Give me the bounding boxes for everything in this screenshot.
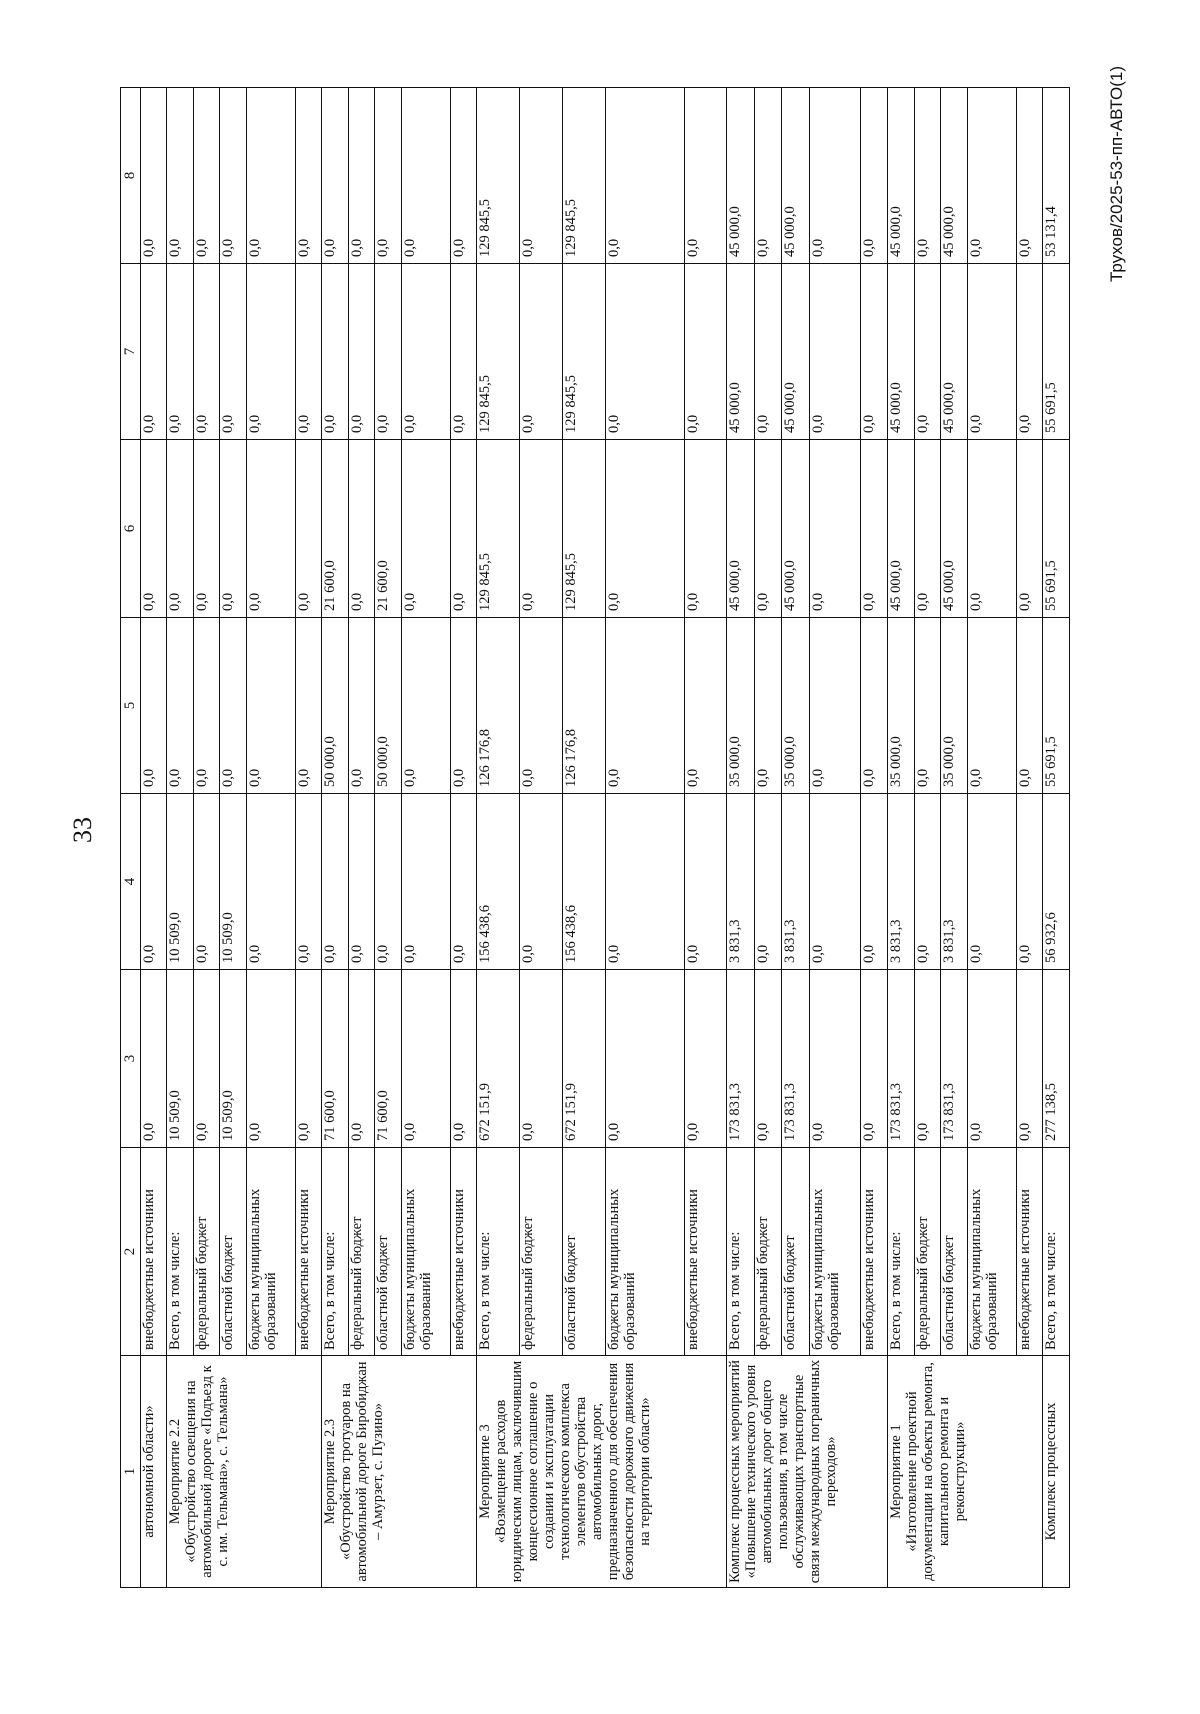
amount-cell: 71 600,0 <box>375 970 402 1148</box>
amount-cell: 45 000,0 <box>941 88 968 264</box>
amount-cell: 45 000,0 <box>888 264 915 440</box>
amount-cell: 0,0 <box>322 88 349 264</box>
amount-cell: 0,0 <box>684 88 727 264</box>
amount-cell: 126 176,8 <box>562 618 605 794</box>
amount-cell: 0,0 <box>809 264 860 440</box>
amount-cell: 0,0 <box>295 440 322 618</box>
funding-source-cell: внебюджетные источники <box>140 1148 167 1356</box>
amount-cell: 0,0 <box>193 618 220 794</box>
amount-cell: 50 000,0 <box>322 618 349 794</box>
amount-cell: 0,0 <box>684 264 727 440</box>
funding-source-cell: Всего, в том числе: <box>477 1148 520 1356</box>
amount-cell: 0,0 <box>754 794 782 970</box>
amount-cell: 0,0 <box>295 794 322 970</box>
amount-cell: 0,0 <box>450 618 477 794</box>
amount-cell: 0,0 <box>914 88 941 264</box>
amount-cell: 0,0 <box>967 618 1016 794</box>
funding-source-cell: федеральный бюджет <box>520 1148 563 1356</box>
amount-cell: 0,0 <box>605 264 684 440</box>
table-row <box>888 88 915 1588</box>
amount-cell: 0,0 <box>605 88 684 264</box>
amount-cell: 277 138,5 <box>1043 970 1070 1148</box>
document-code: Трухов/2025-53-пп-АВТО(1) <box>1107 66 1126 282</box>
amount-cell: 0,0 <box>401 440 450 618</box>
funding-source-cell: внебюджетные источники <box>684 1148 727 1356</box>
amount-cell: 672 151,9 <box>477 970 520 1148</box>
amount-cell: 0,0 <box>684 618 727 794</box>
amount-cell: 0,0 <box>914 618 941 794</box>
amount-cell: 173 831,3 <box>941 970 968 1148</box>
amount-cell: 0,0 <box>520 88 563 264</box>
amount-cell: 0,0 <box>348 88 375 264</box>
amount-cell: 45 000,0 <box>727 88 755 264</box>
event-name-cell: автономной области» <box>140 1356 167 1588</box>
amount-cell: 0,0 <box>348 440 375 618</box>
amount-cell: 129 845,5 <box>562 440 605 618</box>
amount-cell: 0,0 <box>246 794 295 970</box>
amount-cell: 0,0 <box>450 440 477 618</box>
amount-cell: 3 831,3 <box>941 794 968 970</box>
amount-cell: 672 151,9 <box>562 970 605 1148</box>
amount-cell: 45 000,0 <box>941 264 968 440</box>
amount-cell: 0,0 <box>684 970 727 1148</box>
amount-cell: 56 932,6 <box>1043 794 1070 970</box>
amount-cell: 0,0 <box>348 264 375 440</box>
amount-cell: 0,0 <box>1016 618 1043 794</box>
amount-cell: 0,0 <box>809 618 860 794</box>
amount-cell: 0,0 <box>246 440 295 618</box>
amount-cell: 0,0 <box>140 88 167 264</box>
amount-cell: 0,0 <box>220 264 247 440</box>
amount-cell: 0,0 <box>967 88 1016 264</box>
amount-cell: 126 176,8 <box>477 618 520 794</box>
amount-cell: 21 600,0 <box>322 440 349 618</box>
amount-cell: 0,0 <box>375 88 402 264</box>
amount-cell: 0,0 <box>295 264 322 440</box>
event-name-cell: Мероприятие 2.3 «Обустройство тротуаров на автомобильной дороге Биробиджан – Амурзет, с. Пузино» <box>322 1356 477 1588</box>
table-row <box>140 88 167 1588</box>
amount-cell: 129 845,5 <box>562 264 605 440</box>
amount-cell: 0,0 <box>809 970 860 1148</box>
amount-cell: 0,0 <box>754 264 782 440</box>
amount-cell: 173 831,3 <box>888 970 915 1148</box>
amount-cell: 45 000,0 <box>727 264 755 440</box>
amount-cell: 35 000,0 <box>727 618 755 794</box>
funding-source-cell: областной бюджет <box>220 1148 247 1356</box>
funding-source-cell: Всего, в том числе: <box>727 1148 755 1356</box>
amount-cell: 0,0 <box>348 618 375 794</box>
amount-cell: 50 000,0 <box>375 618 402 794</box>
funding-source-cell: Всего, в том числе: <box>167 1148 194 1356</box>
funding-source-cell: областной бюджет <box>941 1148 968 1356</box>
event-name-cell: Комплекс процессных мероприятий «Повышение технического уровня автомобильных дорог общего пользования, в том числе обслуживающих транспортные связи международных пограничных переходов» <box>727 1356 888 1588</box>
header-cell: 2 <box>121 1148 141 1356</box>
amount-cell: 0,0 <box>1016 794 1043 970</box>
amount-cell: 0,0 <box>193 264 220 440</box>
amount-cell: 3 831,3 <box>727 794 755 970</box>
amount-cell: 0,0 <box>295 88 322 264</box>
amount-cell: 0,0 <box>754 970 782 1148</box>
amount-cell: 3 831,3 <box>782 794 810 970</box>
amount-cell: 0,0 <box>295 970 322 1148</box>
amount-cell: 0,0 <box>348 794 375 970</box>
amount-cell: 0,0 <box>754 618 782 794</box>
amount-cell: 0,0 <box>401 88 450 264</box>
header-row <box>121 88 141 1588</box>
table-row <box>1043 88 1070 1588</box>
amount-cell: 55 691,5 <box>1043 440 1070 618</box>
amount-cell: 0,0 <box>684 440 727 618</box>
amount-cell: 129 845,5 <box>477 440 520 618</box>
amount-cell: 0,0 <box>450 88 477 264</box>
amount-cell: 0,0 <box>401 970 450 1148</box>
amount-cell: 45 000,0 <box>888 88 915 264</box>
amount-cell: 156 438,6 <box>562 794 605 970</box>
amount-cell: 0,0 <box>860 970 888 1148</box>
amount-cell: 0,0 <box>754 88 782 264</box>
amount-cell: 0,0 <box>1016 88 1043 264</box>
amount-cell: 0,0 <box>860 440 888 618</box>
table-row <box>477 88 520 1588</box>
funding-source-cell: бюджеты муниципальных образований <box>809 1148 860 1356</box>
amount-cell: 0,0 <box>295 618 322 794</box>
amount-cell: 0,0 <box>375 794 402 970</box>
amount-cell: 0,0 <box>1016 264 1043 440</box>
amount-cell: 45 000,0 <box>888 440 915 618</box>
funding-source-cell: внебюджетные источники <box>295 1148 322 1356</box>
amount-cell: 0,0 <box>193 440 220 618</box>
amount-cell: 0,0 <box>167 264 194 440</box>
amount-cell: 0,0 <box>684 794 727 970</box>
funding-table <box>120 87 1070 1588</box>
table-row <box>167 88 194 1588</box>
page-number: 33 <box>68 817 97 843</box>
amount-cell: 35 000,0 <box>782 618 810 794</box>
amount-cell: 0,0 <box>967 264 1016 440</box>
amount-cell: 129 845,5 <box>477 264 520 440</box>
amount-cell: 0,0 <box>193 88 220 264</box>
amount-cell: 0,0 <box>809 794 860 970</box>
header-cell: 3 <box>121 970 141 1148</box>
amount-cell: 0,0 <box>520 970 563 1148</box>
amount-cell: 0,0 <box>401 794 450 970</box>
header-cell: 6 <box>121 440 141 618</box>
amount-cell: 0,0 <box>809 440 860 618</box>
amount-cell: 0,0 <box>967 970 1016 1148</box>
amount-cell: 0,0 <box>401 618 450 794</box>
header-cell: 1 <box>121 1356 141 1588</box>
amount-cell: 0,0 <box>1016 440 1043 618</box>
table-row <box>322 88 349 1588</box>
amount-cell: 0,0 <box>605 618 684 794</box>
amount-cell: 0,0 <box>520 440 563 618</box>
amount-cell: 0,0 <box>375 264 402 440</box>
amount-cell: 173 831,3 <box>727 970 755 1148</box>
event-name-cell: Комплекс процессных <box>1043 1356 1070 1588</box>
funding-source-cell: областной бюджет <box>562 1148 605 1356</box>
header-cell: 8 <box>121 88 141 264</box>
amount-cell: 0,0 <box>967 440 1016 618</box>
table-row <box>727 88 755 1588</box>
funding-source-cell: Всего, в том числе: <box>1043 1148 1070 1356</box>
amount-cell: 0,0 <box>193 970 220 1148</box>
amount-cell: 10 509,0 <box>220 970 247 1148</box>
amount-cell: 0,0 <box>220 618 247 794</box>
funding-source-cell: федеральный бюджет <box>193 1148 220 1356</box>
amount-cell: 45 000,0 <box>782 88 810 264</box>
amount-cell: 0,0 <box>860 88 888 264</box>
funding-source-cell: бюджеты муниципальных образований <box>246 1148 295 1356</box>
funding-source-cell: областной бюджет <box>375 1148 402 1356</box>
funding-source-cell: внебюджетные источники <box>450 1148 477 1356</box>
amount-cell: 0,0 <box>140 618 167 794</box>
amount-cell: 129 845,5 <box>562 88 605 264</box>
amount-cell: 0,0 <box>348 970 375 1148</box>
amount-cell: 3 831,3 <box>888 794 915 970</box>
amount-cell: 0,0 <box>809 88 860 264</box>
amount-cell: 0,0 <box>140 264 167 440</box>
funding-source-cell: Всего, в том числе: <box>888 1148 915 1356</box>
amount-cell: 0,0 <box>520 618 563 794</box>
amount-cell: 0,0 <box>193 794 220 970</box>
amount-cell: 35 000,0 <box>941 618 968 794</box>
funding-source-cell: областной бюджет <box>782 1148 810 1356</box>
funding-source-cell: бюджеты муниципальных образований <box>401 1148 450 1356</box>
amount-cell: 45 000,0 <box>782 264 810 440</box>
amount-cell: 10 509,0 <box>167 794 194 970</box>
amount-cell: 0,0 <box>246 970 295 1148</box>
header-cell: 7 <box>121 264 141 440</box>
funding-source-cell: внебюджетные источники <box>1016 1148 1043 1356</box>
amount-cell: 0,0 <box>450 970 477 1148</box>
amount-cell: 0,0 <box>450 794 477 970</box>
amount-cell: 45 000,0 <box>727 440 755 618</box>
amount-cell: 0,0 <box>605 970 684 1148</box>
header-cell: 5 <box>121 618 141 794</box>
amount-cell: 0,0 <box>1016 970 1043 1148</box>
funding-source-cell: внебюджетные источники <box>860 1148 888 1356</box>
table-body <box>140 88 1070 1588</box>
header-cell: 4 <box>121 794 141 970</box>
funding-source-cell: бюджеты муниципальных образований <box>605 1148 684 1356</box>
funding-source-cell: федеральный бюджет <box>754 1148 782 1356</box>
amount-cell: 0,0 <box>520 794 563 970</box>
amount-cell: 156 438,6 <box>477 794 520 970</box>
amount-cell: 0,0 <box>860 264 888 440</box>
amount-cell: 0,0 <box>246 618 295 794</box>
amount-cell: 55 691,5 <box>1043 264 1070 440</box>
amount-cell: 0,0 <box>860 618 888 794</box>
funding-source-cell: федеральный бюджет <box>914 1148 941 1356</box>
amount-cell: 0,0 <box>914 794 941 970</box>
amount-cell: 53 131,4 <box>1043 88 1070 264</box>
event-name-cell: Мероприятие 1 «Изготовление проектной документации на объекты ремонта, капитального ремонта и реконструкции» <box>888 1356 1043 1588</box>
event-name-cell: Мероприятие 3 «Возмещение расходов юридическим лицам, заключившим концессионное соглашение о создании и эксплуатации технологического комплекса элементов обустройства автомобильных дорог, предназначенного для обеспечения безопасности дорожного движения на территории области» <box>477 1356 727 1588</box>
amount-cell: 0,0 <box>914 970 941 1148</box>
amount-cell: 0,0 <box>246 88 295 264</box>
amount-cell: 0,0 <box>246 264 295 440</box>
amount-cell: 0,0 <box>140 970 167 1148</box>
amount-cell: 0,0 <box>605 440 684 618</box>
amount-cell: 0,0 <box>322 264 349 440</box>
amount-cell: 0,0 <box>914 440 941 618</box>
amount-cell: 21 600,0 <box>375 440 402 618</box>
amount-cell: 173 831,3 <box>782 970 810 1148</box>
amount-cell: 0,0 <box>167 618 194 794</box>
amount-cell: 45 000,0 <box>941 440 968 618</box>
amount-cell: 129 845,5 <box>477 88 520 264</box>
funding-source-cell: федеральный бюджет <box>348 1148 375 1356</box>
amount-cell: 0,0 <box>450 264 477 440</box>
amount-cell: 0,0 <box>220 440 247 618</box>
amount-cell: 55 691,5 <box>1043 618 1070 794</box>
amount-cell: 0,0 <box>167 88 194 264</box>
amount-cell: 35 000,0 <box>888 618 915 794</box>
amount-cell: 0,0 <box>520 264 563 440</box>
amount-cell: 0,0 <box>914 264 941 440</box>
amount-cell: 10 509,0 <box>167 970 194 1148</box>
amount-cell: 0,0 <box>401 264 450 440</box>
amount-cell: 71 600,0 <box>322 970 349 1148</box>
amount-cell: 0,0 <box>860 794 888 970</box>
amount-cell: 0,0 <box>754 440 782 618</box>
amount-cell: 10 509,0 <box>220 794 247 970</box>
amount-cell: 0,0 <box>605 794 684 970</box>
amount-cell: 0,0 <box>140 794 167 970</box>
amount-cell: 0,0 <box>322 794 349 970</box>
amount-cell: 0,0 <box>140 440 167 618</box>
amount-cell: 0,0 <box>220 88 247 264</box>
amount-cell: 0,0 <box>167 440 194 618</box>
amount-cell: 0,0 <box>967 794 1016 970</box>
funding-source-cell: бюджеты муниципальных образований <box>967 1148 1016 1356</box>
amount-cell: 45 000,0 <box>782 440 810 618</box>
event-name-cell: Мероприятие 2.2 «Обустройство освещения на автомобильной дороге «Подъезд к с. им. Тельмана», с. Тельмана» <box>167 1356 322 1588</box>
funding-source-cell: Всего, в том числе: <box>322 1148 349 1356</box>
